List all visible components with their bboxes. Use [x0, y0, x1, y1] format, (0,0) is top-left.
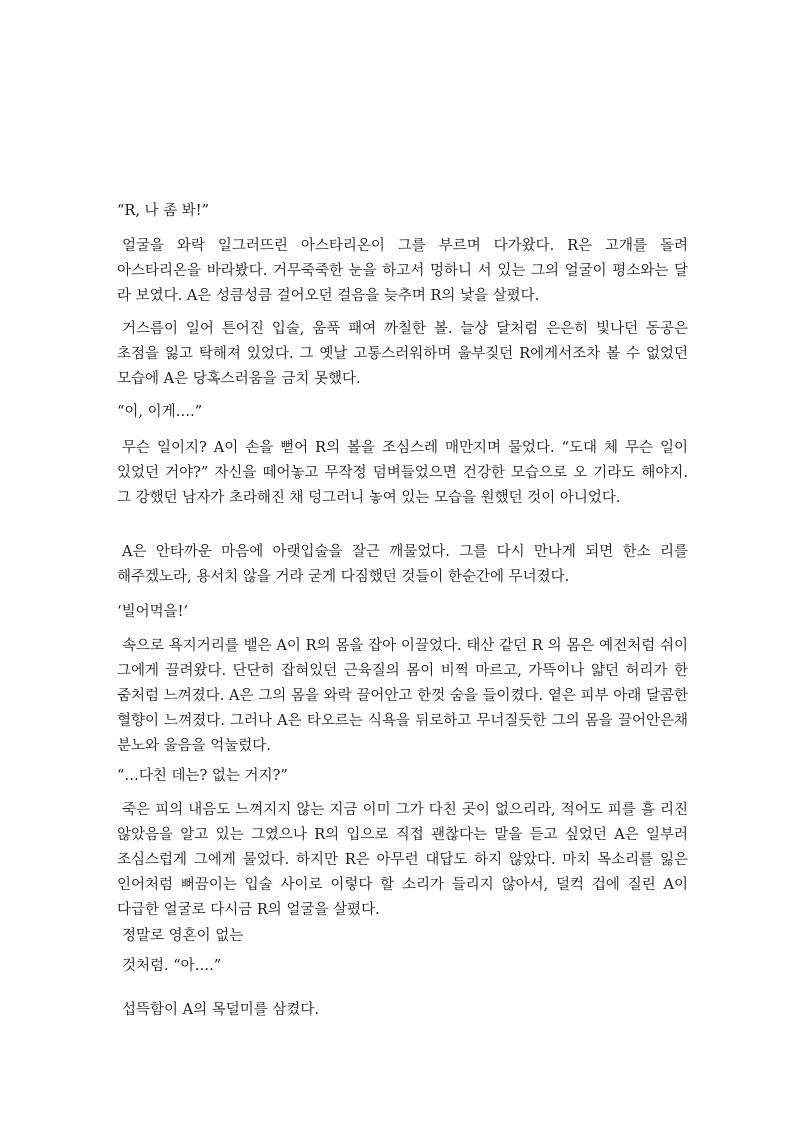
body-paragraph: 것처럼. “아….”	[122, 958, 222, 974]
body-paragraph: 섭뜩함이 A의 목덜미를 삼켰다.	[122, 1002, 319, 1018]
dialogue-line: “이, 이게….”	[117, 404, 203, 420]
dialogue-line: “…다친 데는? 없는 거지?”	[117, 768, 288, 784]
dialogue-line: “R, 나 좀 봐!”	[117, 203, 210, 219]
body-paragraph: 얼굴을 와락 일그러뜨린 아스타리온이 그를 부르며 다가왔다. R은 고개를 돌려 아스타리온을 바라봤다. 거무죽죽한 눈을 하고서 멍하니 서 있는 그의 얼굴이 평소와는 달 라 보였다. A은 성큼성큼 걸어오던 걸음을 늦추며 R의 낯을 살폈다.	[117, 238, 688, 304]
thought-line: ‘빌어먹을!’	[117, 604, 189, 620]
body-paragraph: 죽은 피의 내음도 느껴지지 않는 지금 이미 그가 다친 곳이 없으리라, 적어도 피를 흘 리진 않았음을 알고 있는 그였으나 R의 입으로 직접 괜찮다는 말을 듣고 싶었던 A은 일부러 조심스럽게 그에게 물었다. 하지만 R은 아무런 대답도 하지 않았다. 마치 목소리를 잃은 인어처럼 뻐끔이는 입술 사이로 이렇다 할 소리가 들리지 않아서, 덜컥 겁에 질린 A이 다급한 얼굴로 다시금 R의 얼굴을 살폈다.	[117, 802, 688, 918]
body-paragraph: 무슨 일이지? A이 손을 뻗어 R의 볼을 조심스레 매만지며 물었다. “도대 체 무슨 일이 있었던 거야?” 자신을 떼어놓고 무작정 덤벼들었으면 건강한 모습으로 오 기라도 해야지. 그 강했던 남자가 초라해진 채 덩그러니 놓여 있는 모습을 원했던 것이 아니었다.	[117, 440, 688, 506]
body-paragraph: 거스름이 일어 튼어진 입술, 움푹 패여 까칠한 볼. 늘상 달처럼 은은히 빛나던 동공은 초점을 잃고 탁해져 있었다. 그 옛날 고통스러워하며 울부짖던 R에게서조차 볼 수 없었던 모습에 A은 당혹스러움을 금치 못했다.	[117, 321, 688, 387]
body-paragraph: A은 안타까운 마음에 아랫입술을 잘근 깨물었다. 그를 다시 만나게 되면 한소 리를 해주겠노라, 용서치 않을 거라 굳게 다짐했던 것들이 한순간에 무너졌다.	[117, 544, 688, 585]
body-paragraph: 정말로 영혼이 없는	[122, 928, 244, 944]
body-paragraph: 속으로 욕지거리를 뱉은 A이 R의 몸을 잡아 이끌었다. 태산 같던 R 의 몸은 예전처럼 쉬이 그에게 끌려왔다. 단단히 잡혀있던 근육질의 몸이 비쩍 마르고, 가뜩이나 얇던 허리가 한 줌처럼 느껴졌다. A은 그의 몸을 와락 끌어안고 한껏 숨을 들이켰다. 옅은 피부 아래 달콤한 혈향이 느껴졌다. 그러나 A은 타오르는 식욕을 뒤로하고 무너질듯한 그의 몸을 끌어안은채 분노와 울음을 억눌렀다.	[117, 638, 688, 754]
